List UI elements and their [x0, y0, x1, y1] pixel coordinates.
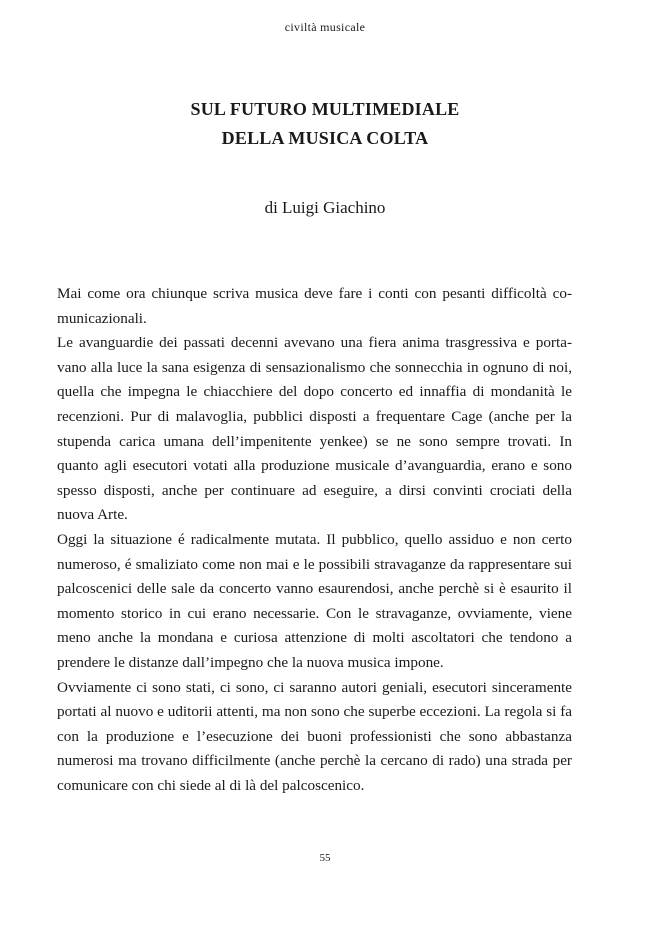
running-header: civiltà musicale: [284, 20, 366, 34]
paragraph-2: Le avanguardie dei passati decenni avevano una fiera anima trasgressiva e portavano alla luce la sana esigenza di sensazionalismo che sonnecchia in ognuno di noi, quella che impegna le chiacchiere del dopo concerto ed innaffia di mondanità le recenzioni. Pur di malavoglia, pubblici disposti a frequentare Cage (anche per la stupenda carica umana dell’impenitente yenkee) se ne sono sempre trovati. In quanto agli esecutori votati alla produzione musicale d’avanguardia, erano e sono spesso disposti, anche per continuare ad eseguire, a dirsi convinti crociati della nuova Arte.: [57, 334, 572, 524]
paragraph-1: Mai come ora chiunque scriva musica deve fare i conti con pesanti difficoltà comunicazionali.: [57, 285, 572, 327]
title-line-1: SUL FUTURO MULTIMEDIALE: [190, 99, 460, 119]
article-body: [57, 282, 572, 798]
article-title: [0, 95, 650, 153]
author-byline: di Luigi Giachino: [264, 198, 386, 217]
page-number: 55: [319, 852, 331, 864]
paragraph-4: Ovviamente ci sono stati, ci sono, ci saranno autori geniali, esecutori sinceramente portati al nuovo e uditorii attenti, ma non sono che superbe eccezioni. La regola si fa con la produzione e l’esecuzione dei buoni professionisti che sono abbastanza numerosi ma trovano difficilmente (anche perchè la cercano di rado) una strada per comunicare con chi siede al di là del palcoscenico.: [57, 678, 572, 794]
title-line-2: DELLA MUSICA COLTA: [221, 128, 429, 148]
paragraph-3: Oggi la situazione é radicalmente mutata. Il pubblico, quello assiduo e non certo numeroso, é smaliziato come non mai e le possibili stravaganze da rappresentare sui palcoscenici delle sale da concerto vanno esaurendosi, anche perchè si è esaurito il momento storico in cui erano necessarie. Con le stravaganze, ovviamente, viene meno anche la mondana e curiosa attenzione di molti ascoltatori che tendono a prendere le distanze dall’impegno che la nuova musica impone.: [57, 530, 572, 671]
